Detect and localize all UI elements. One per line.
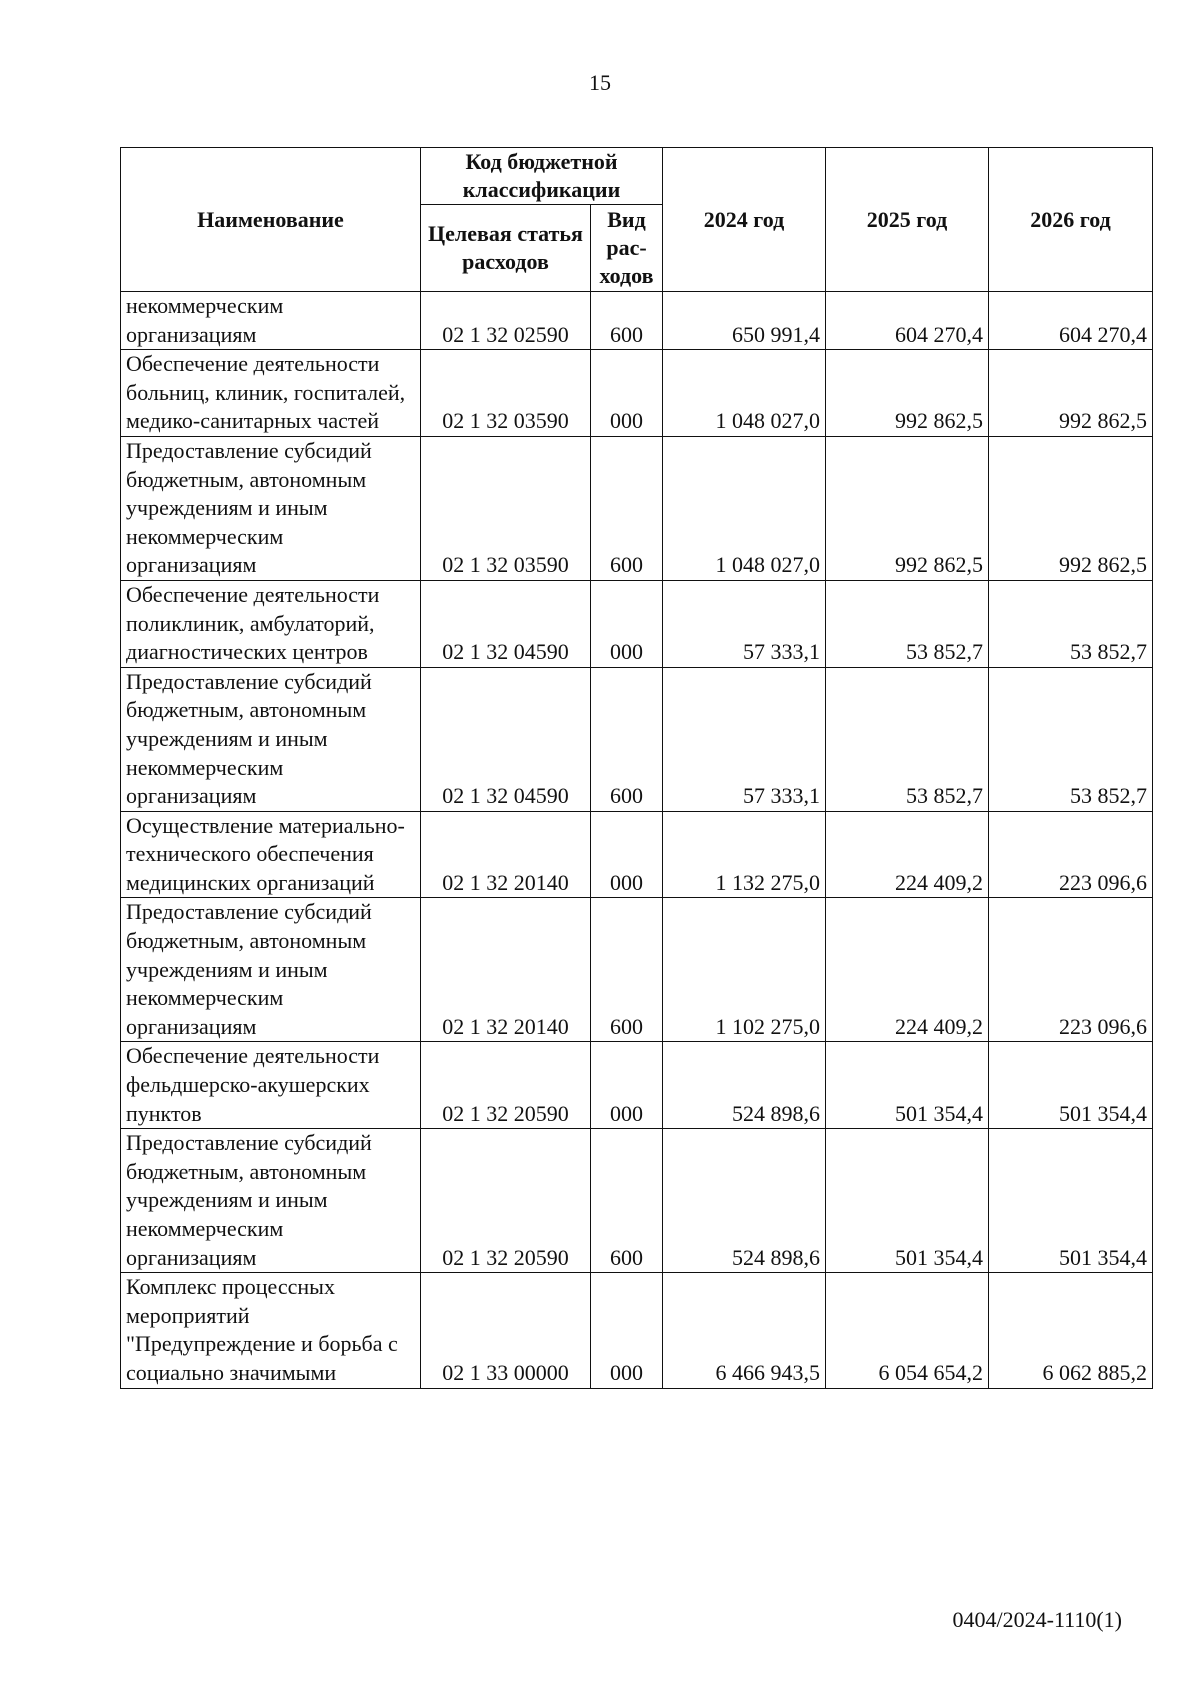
row-2025: 604 270,4	[826, 292, 989, 350]
row-2026: 223 096,6	[989, 811, 1153, 898]
row-2026: 223 096,6	[989, 898, 1153, 1042]
row-name: Обеспечение деятельности больниц, клиник, госпиталей, медико-санитарных частей	[121, 350, 421, 437]
row-code: 02 1 32 02590	[421, 292, 591, 350]
row-2025: 224 409,2	[826, 898, 989, 1042]
header-name: Наименование	[121, 148, 421, 292]
row-2026: 53 852,7	[989, 667, 1153, 811]
row-2025: 501 354,4	[826, 1042, 989, 1129]
row-code: 02 1 32 04590	[421, 667, 591, 811]
row-kind: 600	[591, 898, 663, 1042]
header-2025: 2025 год	[826, 148, 989, 292]
header-expense-type: Вид рас-ходов	[591, 205, 663, 292]
table-row	[121, 1273, 1153, 1388]
table-row	[121, 580, 1153, 667]
row-2024: 650 991,4	[663, 292, 826, 350]
row-2026: 604 270,4	[989, 292, 1153, 350]
row-name: некоммерческим организациям	[121, 292, 421, 350]
row-2026: 501 354,4	[989, 1129, 1153, 1273]
row-2024: 6 466 943,5	[663, 1273, 826, 1388]
row-2026: 6 062 885,2	[989, 1273, 1153, 1388]
row-name: Предоставление субсидий бюджетным, автономным учреждениям и иным некоммерческим организациям	[121, 436, 421, 580]
row-name: Предоставление субсидий бюджетным, автономным учреждениям и иным некоммерческим организациям	[121, 898, 421, 1042]
row-2025: 224 409,2	[826, 811, 989, 898]
row-kind: 000	[591, 1042, 663, 1129]
page-number: 15	[589, 70, 611, 95]
row-2025: 53 852,7	[826, 667, 989, 811]
row-name: Осуществление материально-технического обеспечения медицинских организаций	[121, 811, 421, 898]
row-2026: 501 354,4	[989, 1042, 1153, 1129]
row-kind: 000	[591, 1273, 663, 1388]
row-name: Обеспечение деятельности фельдшерско-акушерских пунктов	[121, 1042, 421, 1129]
row-name: Предоставление субсидий бюджетным, автономным учреждениям и иным некоммерческим организациям	[121, 1129, 421, 1273]
row-2024: 1 048 027,0	[663, 436, 826, 580]
row-2024: 57 333,1	[663, 667, 826, 811]
table-row	[121, 292, 1153, 350]
row-name: Предоставление субсидий бюджетным, автономным учреждениям и иным некоммерческим организациям	[121, 667, 421, 811]
header-target-article: Целевая статья расходов	[421, 205, 591, 292]
row-name: Комплекс процессных мероприятий "Предупреждение и борьба с социально значимыми	[121, 1273, 421, 1388]
header-2026: 2026 год	[989, 148, 1153, 292]
row-2026: 53 852,7	[989, 580, 1153, 667]
row-kind: 000	[591, 811, 663, 898]
row-2026: 992 862,5	[989, 436, 1153, 580]
row-2025: 992 862,5	[826, 350, 989, 437]
row-2025: 53 852,7	[826, 580, 989, 667]
table-row	[121, 1129, 1153, 1273]
row-code: 02 1 32 20590	[421, 1042, 591, 1129]
row-kind: 600	[591, 292, 663, 350]
row-2026: 992 862,5	[989, 350, 1153, 437]
row-kind: 000	[591, 580, 663, 667]
row-2024: 57 333,1	[663, 580, 826, 667]
row-2025: 501 354,4	[826, 1129, 989, 1273]
row-2024: 1 132 275,0	[663, 811, 826, 898]
table-row	[121, 436, 1153, 580]
table-row	[121, 350, 1153, 437]
row-name: Обеспечение деятельности поликлиник, амбулаторий, диагностических центров	[121, 580, 421, 667]
row-kind: 600	[591, 436, 663, 580]
row-code: 02 1 32 20590	[421, 1129, 591, 1273]
row-2024: 524 898,6	[663, 1042, 826, 1129]
budget-table	[120, 147, 1153, 1389]
row-2024: 1 048 027,0	[663, 350, 826, 437]
row-kind: 600	[591, 667, 663, 811]
row-code: 02 1 32 03590	[421, 436, 591, 580]
row-kind: 000	[591, 350, 663, 437]
row-kind: 600	[591, 1129, 663, 1273]
row-code: 02 1 32 20140	[421, 898, 591, 1042]
row-2024: 1 102 275,0	[663, 898, 826, 1042]
table-row	[121, 898, 1153, 1042]
header-bk-group: Код бюджетной классификации	[421, 148, 663, 205]
row-2024: 524 898,6	[663, 1129, 826, 1273]
row-code: 02 1 32 20140	[421, 811, 591, 898]
row-code: 02 1 32 04590	[421, 580, 591, 667]
row-code: 02 1 33 00000	[421, 1273, 591, 1388]
document-number: 0404/2024-1110(1)	[952, 1607, 1122, 1632]
header-row	[121, 148, 1153, 205]
row-code: 02 1 32 03590	[421, 350, 591, 437]
table-row	[121, 811, 1153, 898]
row-2025: 6 054 654,2	[826, 1273, 989, 1388]
table-row	[121, 667, 1153, 811]
row-2025: 992 862,5	[826, 436, 989, 580]
header-2024: 2024 год	[663, 148, 826, 292]
table-row	[121, 1042, 1153, 1129]
